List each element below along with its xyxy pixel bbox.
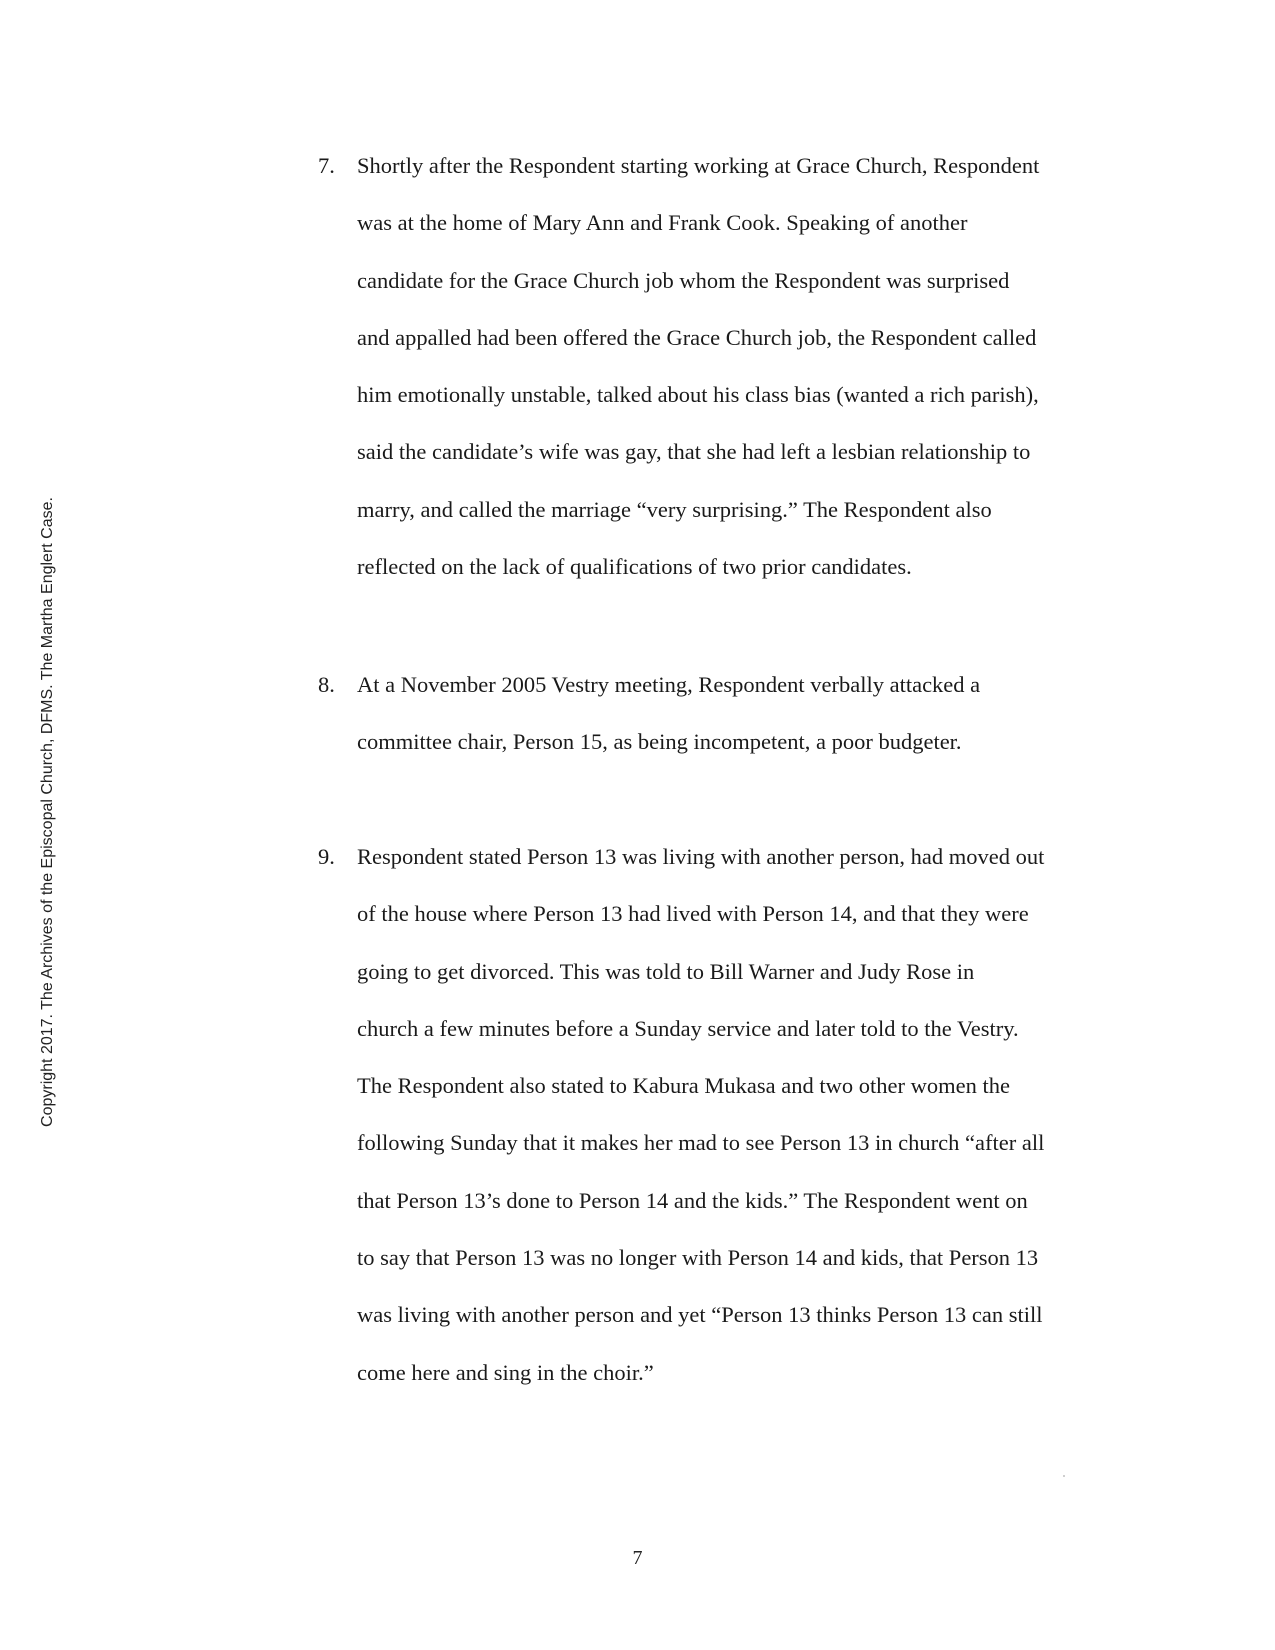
paragraph-number: 9. xyxy=(318,844,335,869)
paragraph-7 xyxy=(300,137,1090,595)
text-line: him emotionally unstable, talked about his class bias (wanted a rich parish), xyxy=(357,382,1039,408)
paragraph-body xyxy=(357,656,1090,771)
text-line: Respondent stated Person 13 was living with another person, had moved out xyxy=(357,844,1045,869)
text-line: and appalled had been offered the Grace Church job, the Respondent called xyxy=(357,324,1037,350)
paragraph-8 xyxy=(300,656,1090,771)
text-line: reflected on the lack of qualifications of two prior candidates. xyxy=(357,554,912,580)
scan-speck xyxy=(1063,1475,1065,1477)
text-line: The Respondent also stated to Kabura Mukasa and two other women the xyxy=(357,1073,1010,1099)
paragraph-number: 8. xyxy=(318,672,335,697)
text-line: Shortly after the Respondent starting working at Grace Church, Respondent xyxy=(357,153,1040,178)
page-number: 7 xyxy=(632,1547,643,1569)
text-line: committee chair, Person 15, as being incompetent, a poor budgeter. xyxy=(357,729,962,755)
text-line: was at the home of Mary Ann and Frank Cook. Speaking of another xyxy=(357,210,968,236)
paragraph-body xyxy=(357,137,1090,595)
copyright-side-note: Copyright 2017. The Archives of the Episcopal Church, DFMS. The Martha Englert Case. xyxy=(39,497,56,1127)
text-line: At a November 2005 Vestry meeting, Respondent verbally attacked a xyxy=(357,672,981,697)
text-line: church a few minutes before a Sunday service and later told to the Vestry. xyxy=(357,1015,1019,1041)
text-line: following Sunday that it makes her mad to see Person 13 in church “after all xyxy=(357,1130,1045,1156)
text-line: to say that Person 13 was no longer with Person 14 and kids, that Person 13 xyxy=(357,1245,1039,1271)
text-line: that Person 13’s done to Person 14 and the kids.” The Respondent went on xyxy=(357,1187,1028,1213)
text-line: going to get divorced. This was told to Bill Warner and Judy Rose in xyxy=(357,958,975,984)
text-line: come here and sing in the choir.” xyxy=(357,1359,654,1385)
text-line: of the house where Person 13 had lived with Person 14, and that they were xyxy=(357,901,1029,927)
paragraph-9 xyxy=(300,828,1090,1401)
paragraph-number: 7. xyxy=(318,153,335,178)
text-line: candidate for the Grace Church job whom the Respondent was surprised xyxy=(357,267,1010,293)
text-line: was living with another person and yet “Person 13 thinks Person 13 can still xyxy=(357,1302,1043,1328)
text-line: marry, and called the marriage “very surprising.” The Respondent also xyxy=(357,496,992,522)
text-line: said the candidate’s wife was gay, that she had left a lesbian relationship to xyxy=(357,439,1031,465)
paragraph-body xyxy=(357,828,1090,1401)
